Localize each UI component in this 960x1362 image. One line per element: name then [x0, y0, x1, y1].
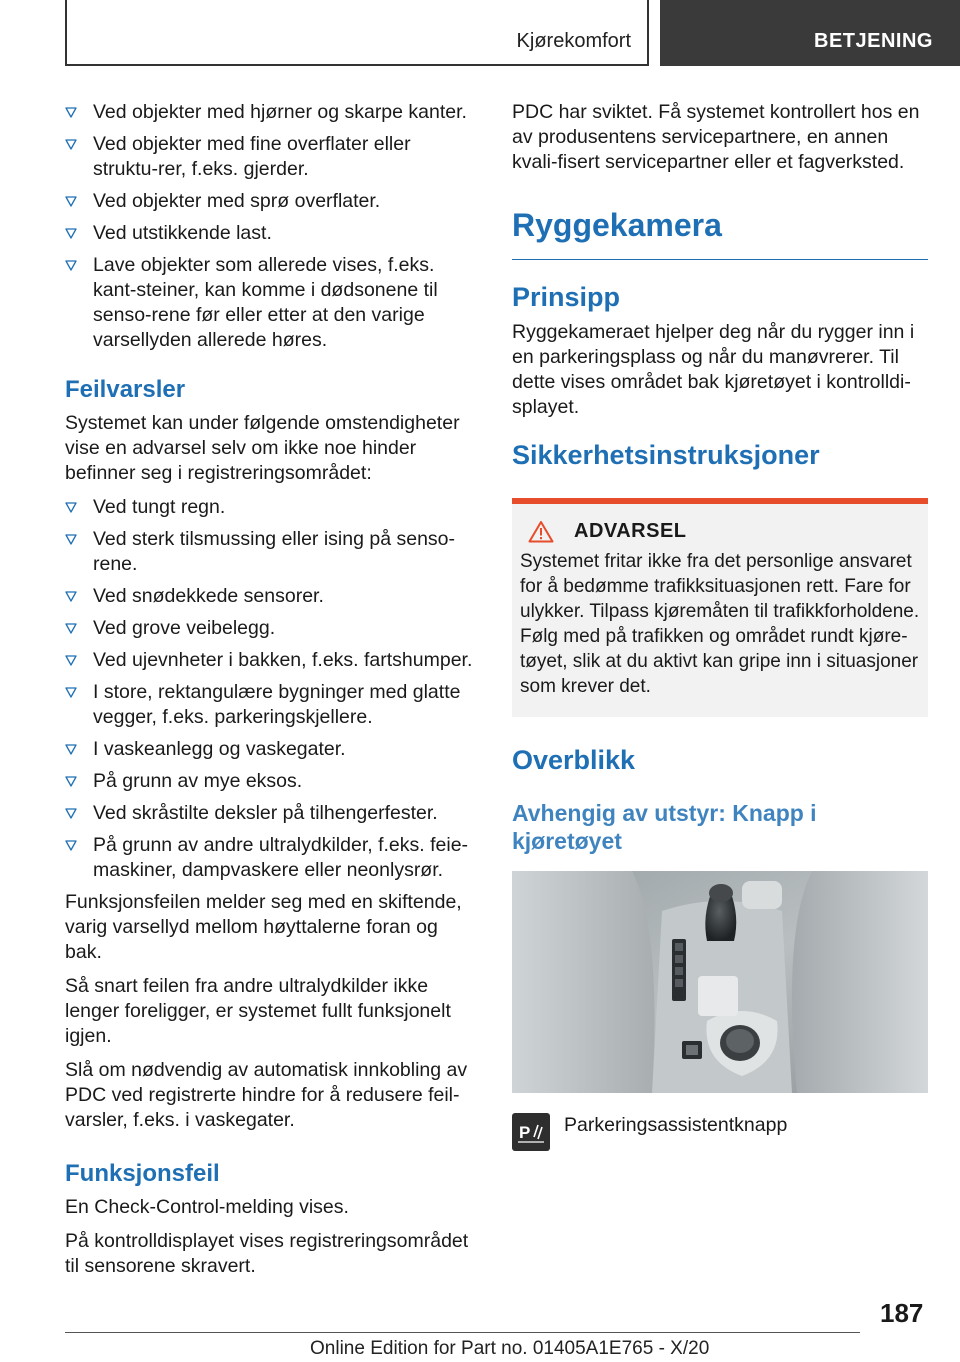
list-item — [65, 221, 479, 246]
parking-button-row — [512, 1113, 928, 1151]
list-item — [65, 253, 479, 353]
list-item-text: På grunn av mye eksos. — [93, 770, 303, 792]
list-item-text: I store, rektangulære bygninger med glatte vegger, f.eks. parkeringskjellere. — [93, 681, 461, 728]
bullet-triangle-icon — [65, 100, 77, 118]
list-item-text: Ved tungt regn. — [93, 496, 226, 518]
bullet-list-conditions — [65, 495, 479, 883]
svg-text:P: P — [519, 1123, 531, 1142]
bullet-triangle-icon — [65, 833, 77, 851]
paragraph-ultrasound: Så snart feilen fra andre ultralydkilder ikke lenger foreligger, er systemet fullt funksjonelt igjen. — [65, 975, 451, 1047]
list-item-text: Lave objekter som allerede vises, f.eks. kant‐steiner, kan komme i dødsonene til senso‐rene før eller etter at den varige varsellyden allerede høres. — [93, 254, 438, 351]
heading-ryggekamera: Ryggekamera — [512, 205, 928, 260]
left-column — [65, 100, 479, 1288]
center-console-photo — [512, 871, 928, 1093]
list-item-text: Ved grove veibelegg. — [93, 617, 276, 639]
list-item-text: Ved sterk tilsmussing eller ising på senso‐rene. — [93, 528, 455, 575]
list-item-text: Ved objekter med hjørner og skarpe kanter. — [93, 101, 467, 123]
list-item-text: Ved objekter med fine overflater eller struktu‐rer, f.eks. gjerder. — [93, 133, 411, 180]
list-item — [65, 833, 479, 883]
list-item — [65, 527, 479, 577]
heading-feilvarsler: Feilvarsler — [65, 376, 186, 403]
header-section-title: Kjørekomfort — [516, 30, 631, 52]
bullet-triangle-icon — [65, 584, 77, 602]
paragraph-feilvarsler: Systemet kan under følgende omstendigheter vise en advarsel selv om ikke noe hinder befinner seg i registreringsområdet: — [65, 412, 460, 484]
warning-text: Systemet fritar ikke fra det personlige ansvaret for å bedømme trafikksituasjonen rett. Fare for ulykker. Tilpass kjøremåten til trafikkforholdene. Følg med på trafikken og området rundt kjøre‐tøyet, slik at du aktivt kan gripe inn i situasjoner som krever det. — [520, 551, 920, 697]
page-number: 187 — [880, 1298, 924, 1328]
list-item-text: Ved objekter med sprø overflater. — [93, 190, 381, 212]
list-item — [65, 495, 479, 520]
heading-overblikk: Overblikk — [512, 745, 636, 775]
list-item-text: Ved snødekkede sensorer. — [93, 585, 324, 607]
footer-edition: Online Edition for Part no. 01405A1E765 - X/20 — [310, 1338, 710, 1359]
warning-header — [520, 520, 920, 543]
bullet-triangle-icon — [65, 680, 77, 698]
paragraph-pdc: Slå om nødvendig av automatisk innkobling av PDC ved registrerte hindre for å redusere feil‐varsler, f.eks. i vaskegater. — [65, 1059, 468, 1131]
bullet-triangle-icon — [65, 221, 77, 239]
bullet-triangle-icon — [65, 616, 77, 634]
bullet-triangle-icon — [65, 189, 77, 207]
bullet-triangle-icon — [65, 737, 77, 755]
header-section-box — [65, 0, 649, 66]
list-item — [65, 769, 479, 794]
warning-title: ADVARSEL — [574, 520, 687, 542]
bullet-triangle-icon — [65, 527, 77, 545]
list-item — [65, 680, 479, 730]
list-item — [65, 189, 479, 214]
parking-button-caption: Parkeringsassistentknapp — [564, 1114, 788, 1136]
warning-triangle-icon — [528, 520, 554, 543]
heading-sikkerhet: Sikkerhetsinstruksjoner — [512, 440, 820, 470]
paragraph-display: På kontrolldisplayet vises registreringsområdet til sensorene skravert. — [65, 1230, 469, 1277]
right-column — [512, 100, 928, 1151]
bullet-triangle-icon — [65, 132, 77, 150]
list-item-text: I vaskeanlegg og vaskegater. — [93, 738, 346, 760]
list-item-text: Ved ujevnheter i bakken, f.eks. fartshumper. — [93, 649, 473, 671]
list-item — [65, 648, 479, 673]
bullet-triangle-icon — [65, 648, 77, 666]
list-item — [65, 132, 479, 182]
list-item-text: På grunn av andre ultralydkilder, f.eks. feie‐maskiner, dampvaskere eller neonlysrør. — [93, 834, 469, 881]
heading-prinsipp: Prinsipp — [512, 282, 621, 312]
paragraph-prinsipp: Ryggekameraet hjelper deg når du rygger inn i en parkeringsplass og når du manøvrerer. Til dette vises området bak kjøretøyet i kontrolldi‐splayet. — [512, 321, 915, 418]
list-item — [65, 584, 479, 609]
paragraph-check-control: En Check-Control-melding vises. — [65, 1196, 349, 1218]
header-chapter-box — [660, 0, 960, 66]
bullet-triangle-icon — [65, 253, 77, 271]
heading-funksjonsfeil: Funksjonsfeil — [65, 1160, 220, 1187]
header-chapter-title: BETJENING — [814, 30, 933, 52]
list-item-text: Ved skråstilte deksler på tilhengerfester. — [93, 802, 438, 824]
paragraph-warning-sound: Funksjonsfeilen melder seg med en skiftende, varig varsellyd mellom høyttalerne foran og bak. — [65, 891, 462, 963]
bullet-list-objects — [65, 100, 479, 353]
list-item — [65, 616, 479, 641]
list-item — [65, 100, 479, 125]
list-item — [65, 801, 479, 826]
bullet-triangle-icon — [65, 801, 77, 819]
paragraph-pdc-failed: PDC har sviktet. Få systemet kontrollert hos en av produsentens servicepartnere, en annen kvali‐fisert servicepartner eller et fagverksted. — [512, 101, 920, 173]
bullet-triangle-icon — [65, 769, 77, 787]
warning-box — [512, 498, 928, 717]
footer-divider — [65, 1332, 860, 1333]
list-item-text: Ved utstikkende last. — [93, 222, 272, 244]
bullet-triangle-icon — [65, 495, 77, 513]
list-item — [65, 737, 479, 762]
heading-avhengig: Avhengig av utstyr: Knapp i kjøretøyet — [512, 800, 817, 854]
parking-assist-icon — [512, 1113, 550, 1151]
